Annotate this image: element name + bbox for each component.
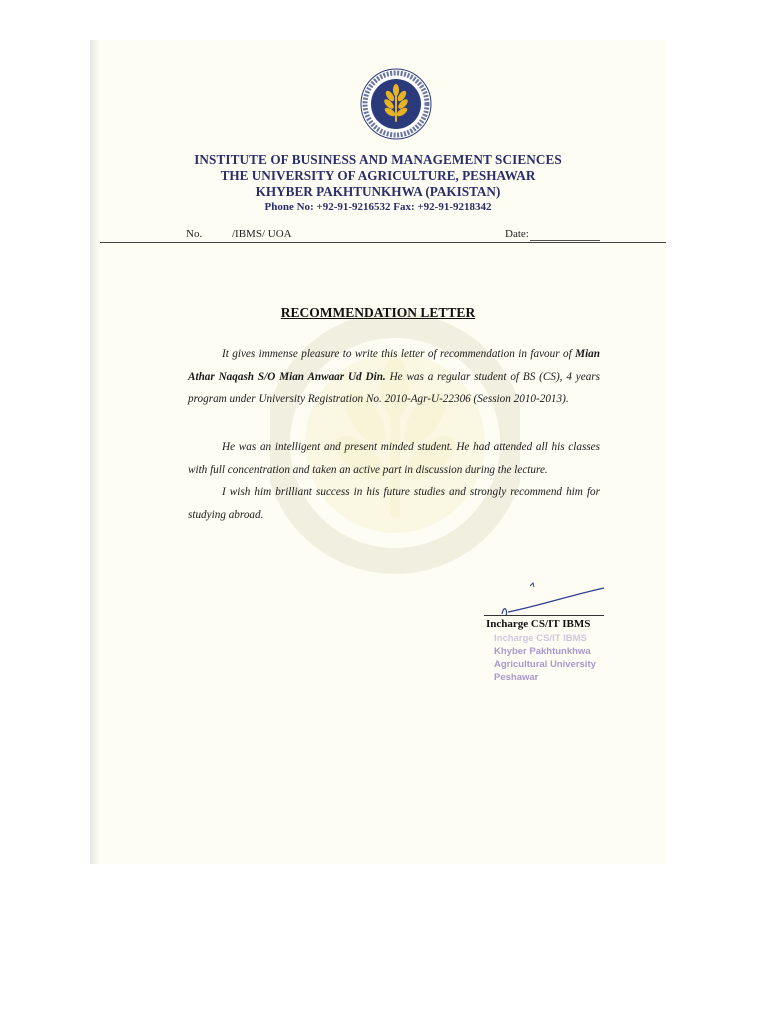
university-name: THE UNIVERSITY OF AGRICULTURE, PESHAWAR — [220, 168, 536, 183]
reference-no-label: No. — [186, 228, 203, 240]
stamp-line: Agricultural University — [494, 659, 596, 670]
date-label: Date: — [505, 228, 529, 240]
letter-title: RECOMMENDATION LETTER — [280, 305, 476, 320]
signatory-title: Incharge CS/IT IBMS — [486, 618, 591, 630]
paragraph-closing: I wish him brilliant success in his future studies and strongly recommend him for studying abroad. — [188, 486, 600, 521]
date-underline — [530, 240, 600, 241]
institute-name: INSTITUTE OF BUSINESS AND MANAGEMENT SCIENCES — [194, 152, 562, 167]
letter-page — [90, 40, 666, 864]
province-name: KHYBER PAKHTUNKHWA (PAKISTAN) — [255, 184, 501, 199]
official-stamp — [494, 632, 596, 684]
stamp-line: Khyber Pakhtunkhwa — [494, 646, 591, 657]
paragraph-conduct: He was an intelligent and present minded student. He had attended all his classes with full concentration and taken an active part in discussion during the lecture. — [188, 441, 600, 476]
intro-text: It gives immense pleasure to write this letter of recommendation in favour of — [222, 348, 576, 360]
signature-line — [484, 615, 604, 616]
university-wheat-emblem-icon — [360, 68, 432, 140]
reference-code: /IBMS/ UOA — [232, 228, 292, 240]
stamp-line: Peshawar — [494, 672, 539, 683]
contact-info: Phone No: +92-91-9216532 Fax: +92-91-9218342 — [264, 201, 492, 213]
student-name: Mian Athar Naqash S/O Mian Anwaar Ud Din. — [188, 348, 600, 383]
paragraph-intro — [188, 343, 600, 411]
handwritten-signature — [498, 580, 608, 620]
header-divider — [100, 242, 666, 243]
intro-rest: He was a regular student of BS (CS), 4 years program under University Registration No. 2010-Agr-U-22306 (Session 2010-2013). — [188, 370, 600, 405]
stamp-line: Incharge CS/IT IBMS — [494, 633, 587, 644]
